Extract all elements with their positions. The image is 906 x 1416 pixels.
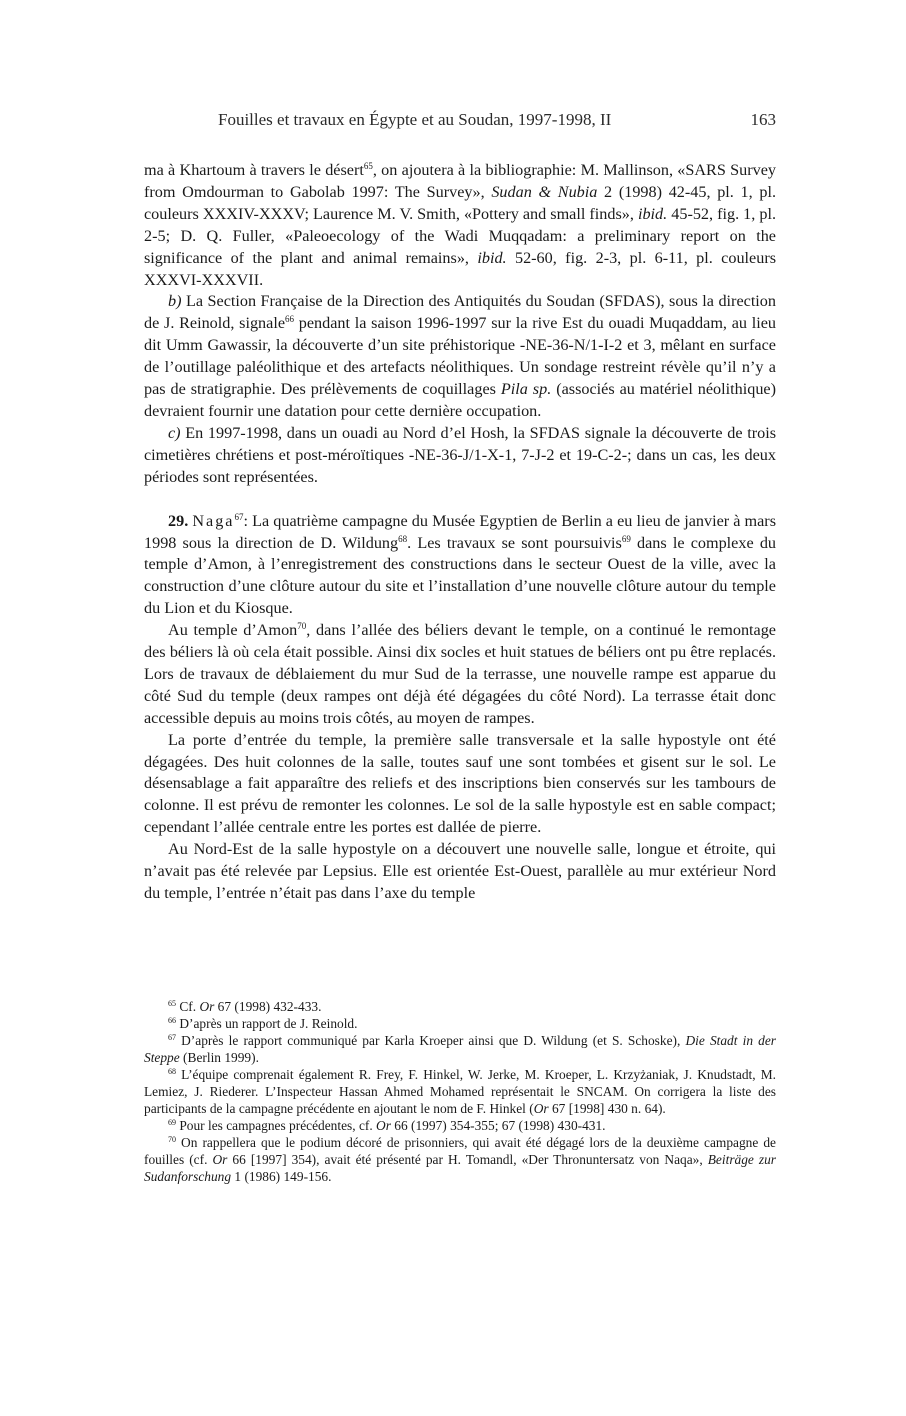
italic-text: c) <box>168 423 181 442</box>
section-paragraph <box>144 511 776 621</box>
text-run: Au Nord-Est de la salle hypostyle on a découvert une nouvelle salle, longue et étroite, qui n’avait pas été relevée par Lepsius. Elle est orientée Est-Ouest, parallèle au mur extérieur Nord du temple, l’entrée n’était pas dans l’axe du temple <box>144 840 776 902</box>
section-number: 29. <box>168 511 189 530</box>
text-run: 52-60, fig. 2-3, pl. 6-11, pl. couleurs XXXVI-XXXVII. <box>144 248 777 289</box>
page <box>144 110 776 905</box>
text-run: 66 (1997) 354-355; 67 (1998) 430-431. <box>390 1118 606 1133</box>
italic-text: Sudan & Nubia <box>491 182 598 201</box>
italic-text: Or <box>212 1152 228 1167</box>
text-run: La Section Française de la Direction des Antiquités du Soudan (SFDAS), sous la direction de J. Reinold, signale <box>144 292 776 333</box>
footnote-ref: 70 <box>297 621 307 632</box>
italic-text: ibid. <box>637 204 668 223</box>
footnote-ref: 65 <box>363 161 373 171</box>
site-name: Naga <box>192 511 235 530</box>
text-run: , dans l’allée des béliers devant le temple, on a continué le remontage des béliers là où cela était possible. Ainsi dix socles et huit statues de béliers ont pu être replacés. Lors de travaux de déblaiement du mur Sud de la terrasse, une nouvelle rampe est apparue du côté Sud du temple (deux rampes ont déjà été dégagées du côté Nord). La terrasse était donc accessible depuis au moins trois côtés, au moyen de rampes. <box>144 621 776 727</box>
text-run: 66 [1997] 354), avait été présenté par H. Tomandl, «Der Thronuntersatz von Naqa», <box>227 1152 708 1167</box>
text-run: 2 (1998) 42-45, pl. 1, pl. couleurs XXXIV-XXXV; Laurence M. V. Smith, «Pottery and small finds», <box>144 182 777 223</box>
italic-text: Or <box>376 1118 391 1133</box>
italic-text: Beiträge zur Sudanforschung <box>144 1152 777 1184</box>
footnote-ref: 68 <box>168 1067 176 1076</box>
text-run: 67 (1998) 432-433. <box>214 999 322 1014</box>
text-run: 1 (1986) 149-156. <box>231 1169 332 1184</box>
italic-text: ibid. <box>477 248 507 267</box>
text-run: 67 [1998] 430 n. 64). <box>548 1101 666 1116</box>
paragraph <box>144 620 776 730</box>
footnote <box>144 1015 776 1032</box>
text-run: On rappellera que le podium décoré de prisonniers, qui avait été dégagé lors de la deuxième campagne de fouilles (cf. <box>144 1135 776 1167</box>
italic-text: b) <box>168 292 182 311</box>
paragraph <box>144 160 776 291</box>
text-run: . Les travaux se sont poursuivis <box>407 533 622 552</box>
text-run: Pour les campagnes précédentes, cf. <box>176 1118 377 1133</box>
text-run: En 1997-1998, dans un ouadi au Nord d’el Hosh, la SFDAS signale la découverte de trois cimetières chrétiens et post-méroïtiques -NE-36-J/1-X-1, 7-J-2 et 19-C-2-; dans un cas, les deux périodes sont représentées. <box>144 423 776 486</box>
text-run: Cf. <box>176 999 200 1014</box>
footnote-ref: 67 <box>168 1033 176 1042</box>
text-run: L’équipe comprenait également R. Frey, F. Hinkel, W. Jerke, M. Kroeper, L. Krzyżaniak, J. Knudstadt, M. Lemiez, J. Riederer. L’Inspecteur Hassan Ahmed Mohamed représentait le SNCAM. On corrigera la liste des participants de la campagne précédente en ajoutant le nom de F. Hinkel ( <box>144 1067 776 1116</box>
italic-text: Or <box>533 1101 549 1116</box>
footnote-ref: 69 <box>168 1118 176 1127</box>
text-run: ma à Khartoum à travers le désert <box>144 161 364 179</box>
italic-text: Die Stadt in der Steppe <box>144 1033 777 1065</box>
text-run: La porte d’entrée du temple, la première salle transversale et la salle hypostyle ont été dégagées. Des huit colonnes de la salle, toutes sauf une sont tombées et gisent sur le sol. Le désensablage a fait apparaître des reliefs et des inscriptions bien conservés sur les tambours de colonne. Il est prévu de remonter les colonnes. Le sol de la salle hypostyle est en sable compact; cependant l’allée centrale entre les portes est dallée de pierre. <box>144 730 776 837</box>
body-text <box>144 160 776 905</box>
page-number: 163 <box>750 110 776 129</box>
paragraph <box>144 291 776 422</box>
footnote <box>144 1032 776 1066</box>
text-run: : La quatrième campagne du Musée Egyptien de Berlin a eu lieu de janvier à mars 1998 sous la direction de D. Wildung <box>144 511 776 552</box>
footnote <box>144 1066 776 1117</box>
text-run: Au temple d’Amon <box>168 621 298 640</box>
footnote-ref: 70 <box>168 1135 176 1144</box>
footnote <box>144 1117 776 1134</box>
text-run: , on ajoutera à la bibliographie: M. Mallinson, «SARS Survey from Omdourman to Gabolab 1997: The Survey», <box>144 161 776 201</box>
footnote-ref: 65 <box>168 999 176 1008</box>
text-run: (Berlin 1999). <box>179 1050 259 1065</box>
paragraph <box>144 730 776 840</box>
footnotes <box>144 998 776 1185</box>
italic-text: Pila sp. <box>500 380 552 399</box>
italic-text: Or <box>199 999 215 1014</box>
footnote <box>144 1134 776 1185</box>
text-run: 45-52, fig. 1, pl. 2-5; D. Q. Fuller, «Paleoecology of the Wadi Muqqadam: a preliminary report on the significance of the plant and animal remains», <box>144 204 777 267</box>
text-run: D’après un rapport de J. Reinold. <box>176 1016 358 1031</box>
running-header <box>144 110 776 134</box>
text-run: pendant la saison 1996-1997 sur la rive Est du ouadi Muqaddam, au lieu dit Umm Gawassir, la découverte d’un site préhistorique -NE-36-N/1-I-2 et 3, mêlant en surface de l’outillage paléolithique et des artefacts néolithiques. Un sondage restreint révèle qu’il n’y a pas de stratigraphie. Des prélèvements de coquillages <box>144 314 776 399</box>
footnote-ref: 66 <box>168 1016 176 1025</box>
footnote-ref: 66 <box>285 314 295 325</box>
running-title: Fouilles et travaux en Égypte et au Soudan, 1997-1998, II <box>218 110 612 129</box>
text-run: dans le complexe du temple d’Amon, à l’enregistrement des constructions dans le secteur Ouest de la ville, avec la construction d’une clôture autour du site et l’installation d’une nouvelle clôture autour du temple du Lion et du Kiosque. <box>144 533 777 618</box>
footnote-ref: 67 <box>234 511 244 522</box>
text-run: (associés au matériel néolithique) devraient fournir une datation pour cette dernière occupation. <box>144 380 777 420</box>
footnote-ref: 69 <box>621 533 631 544</box>
text-run: D’après le rapport communiqué par Karla Kroeper ainsi que D. Wildung (et S. Schoske), <box>176 1033 686 1048</box>
footnote <box>144 998 776 1015</box>
paragraph <box>144 839 776 905</box>
footnote-ref: 68 <box>398 533 408 544</box>
paragraph <box>144 423 776 489</box>
